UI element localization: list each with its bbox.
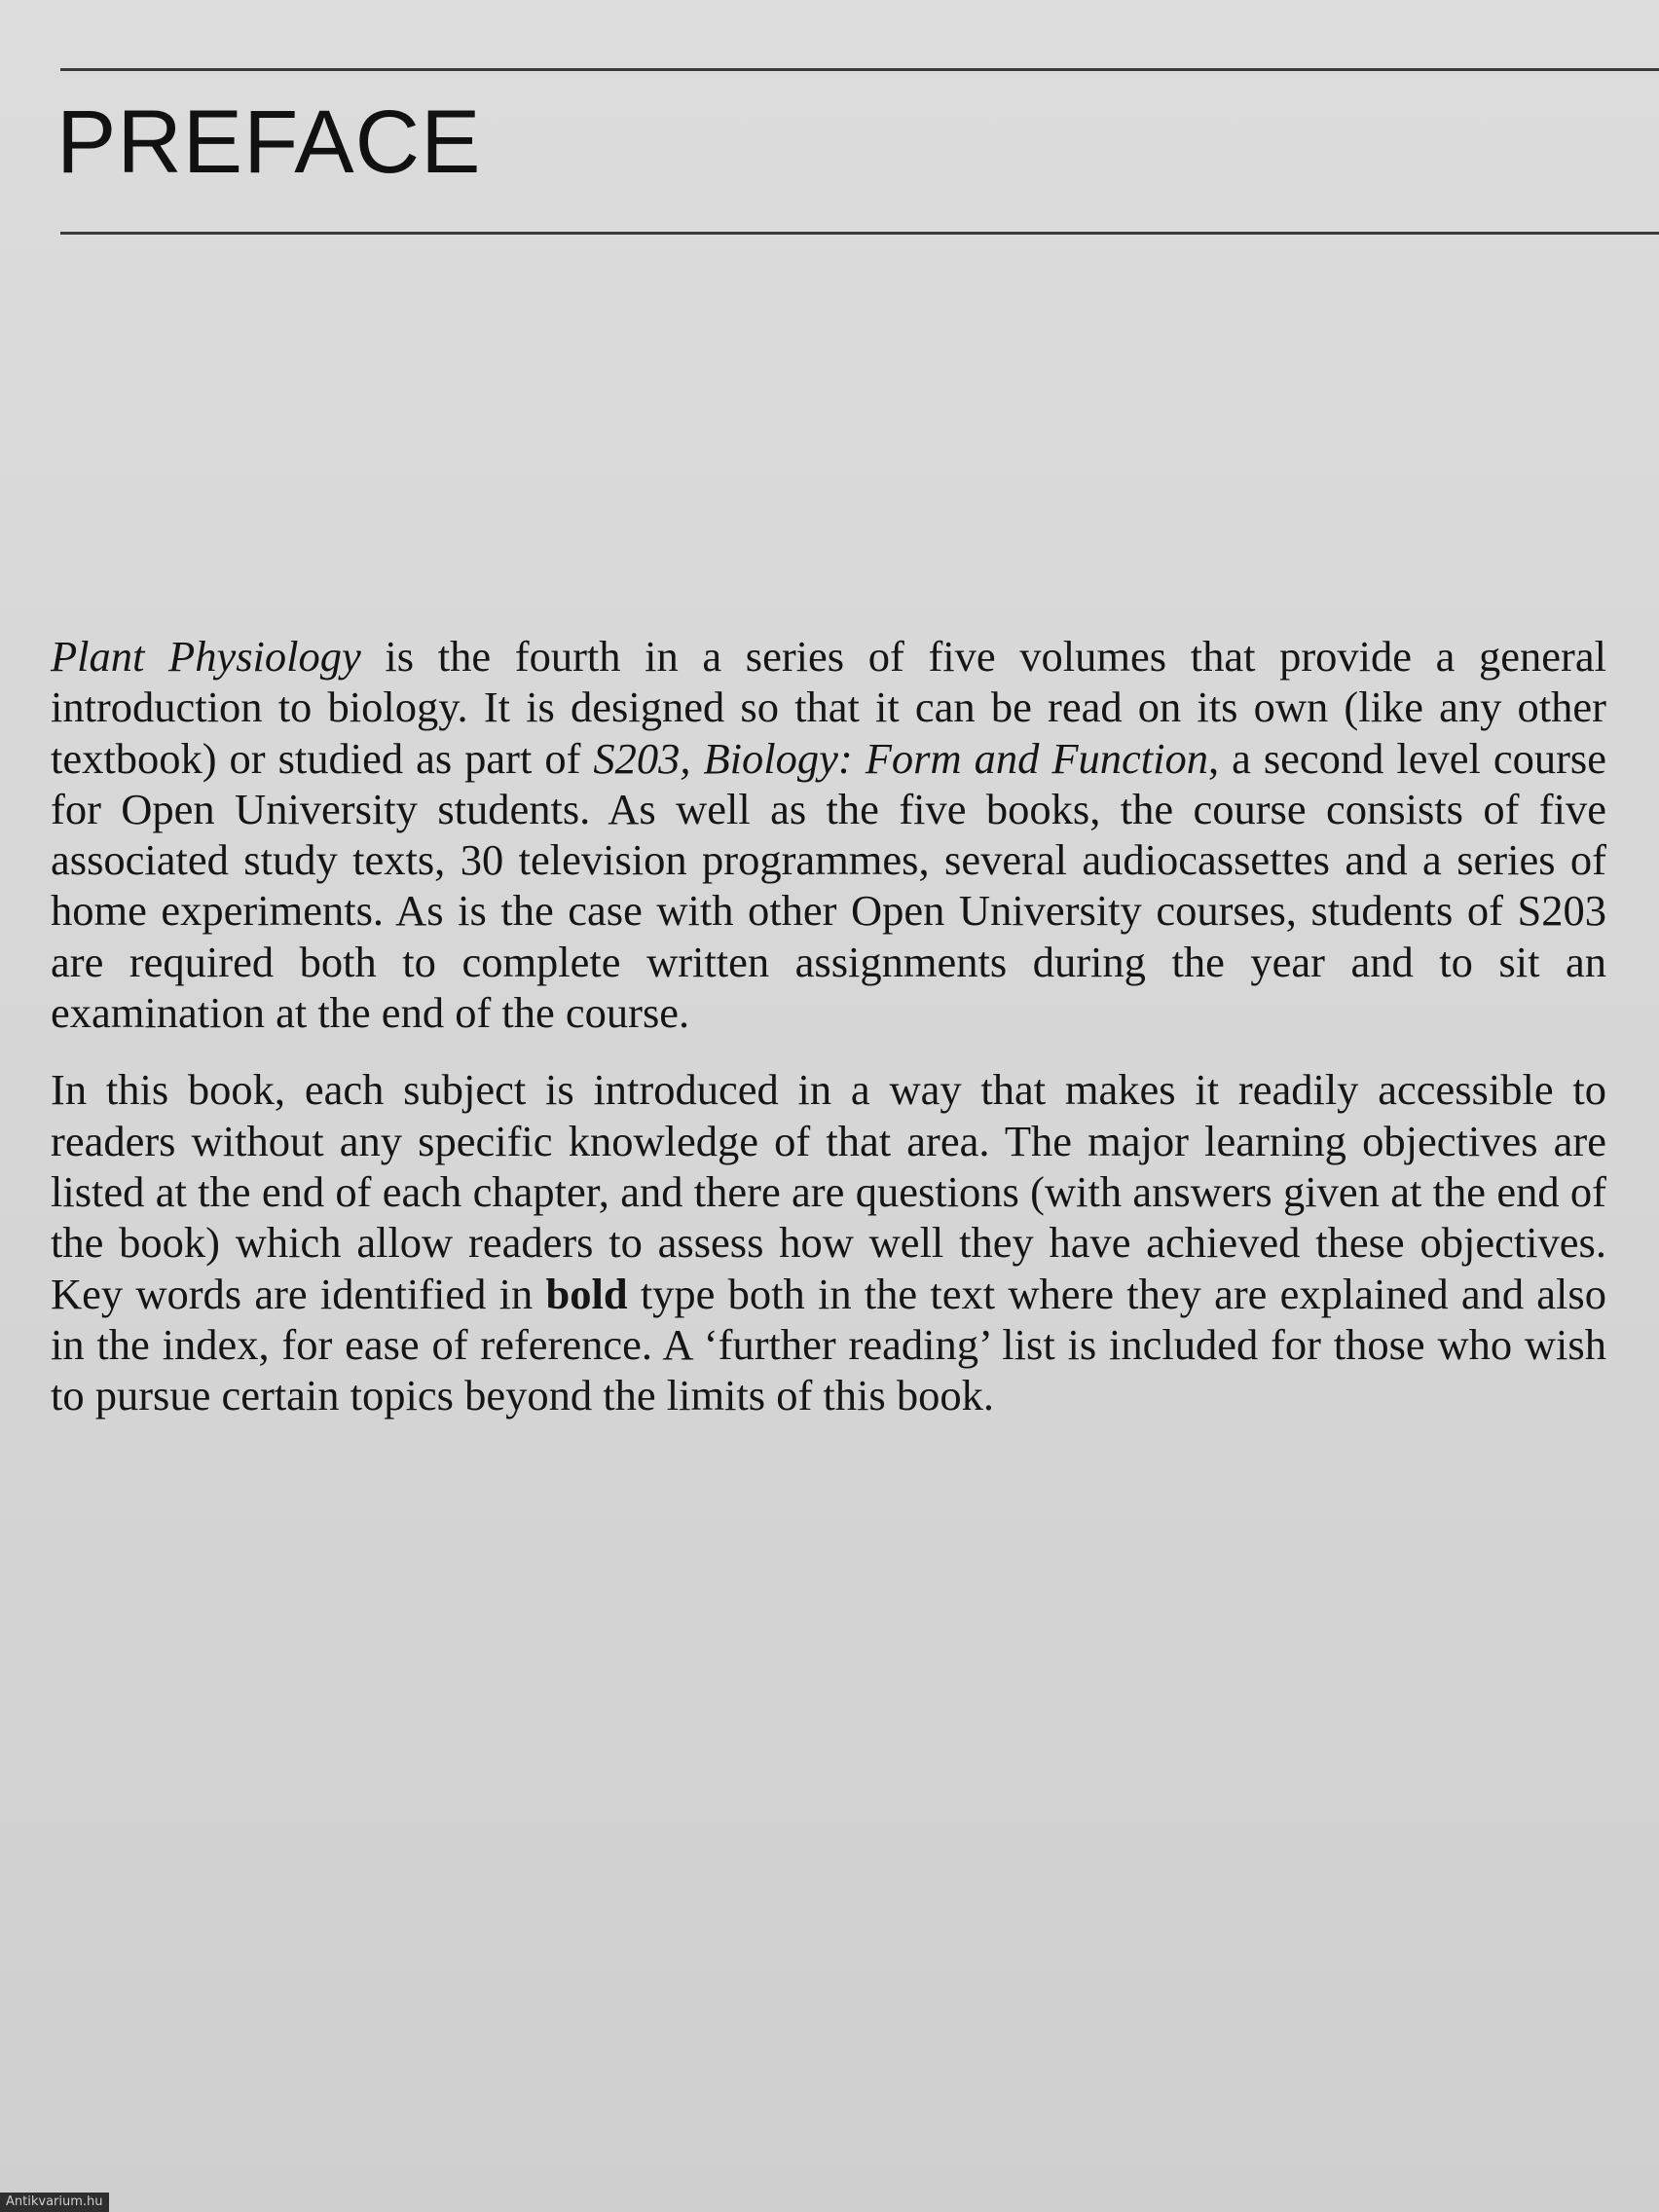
bold-word: bold [545, 1269, 628, 1318]
paragraph-2-text-a: In this book, each subject is introduced in a way that makes it readily accessible to readers without any specific knowledge of that area. The major learning objectives are listed at the end of each chapter, and there are questions (with answers given at the end of the book) which allow readers to assess how well they have achieved these objectives. Key words are identified in [51, 1065, 1606, 1318]
paragraph-2 [51, 1064, 1606, 1420]
bottom-rule [60, 232, 1659, 235]
page-heading: PREFACE [56, 92, 482, 192]
paragraph-1 [51, 631, 1606, 1038]
paragraph-1-text-b: , a second level course for Open University students. As well as the five books, the course consists of five associated study texts, 30 television programmes, several audiocassettes and a series of home experiments. As is the case with other Open University courses, students of S203 are required both to complete written assignments during the year and to sit an examination at the end of the course. [51, 733, 1606, 1038]
course-title: S203, Biology: Form and Function [593, 733, 1208, 783]
book-title: Plant Physiology [51, 632, 361, 681]
paragraph-1-text-a: is the fourth in a series of five volumes that provide a general introduction to biology. It is designed so that it can be read on its own (like any other textbook) or studied as part of [51, 632, 1606, 783]
paragraph-2-text-b: type both in the text where they are explained and also in the index, for ease of reference. A ‘further reading’ list is included for those who wish to pursue certain topics beyond the limits of this book. [51, 1269, 1606, 1420]
preface-body [51, 631, 1606, 1447]
top-rule [60, 68, 1659, 71]
watermark: Antikvarium.hu [0, 2193, 109, 2212]
